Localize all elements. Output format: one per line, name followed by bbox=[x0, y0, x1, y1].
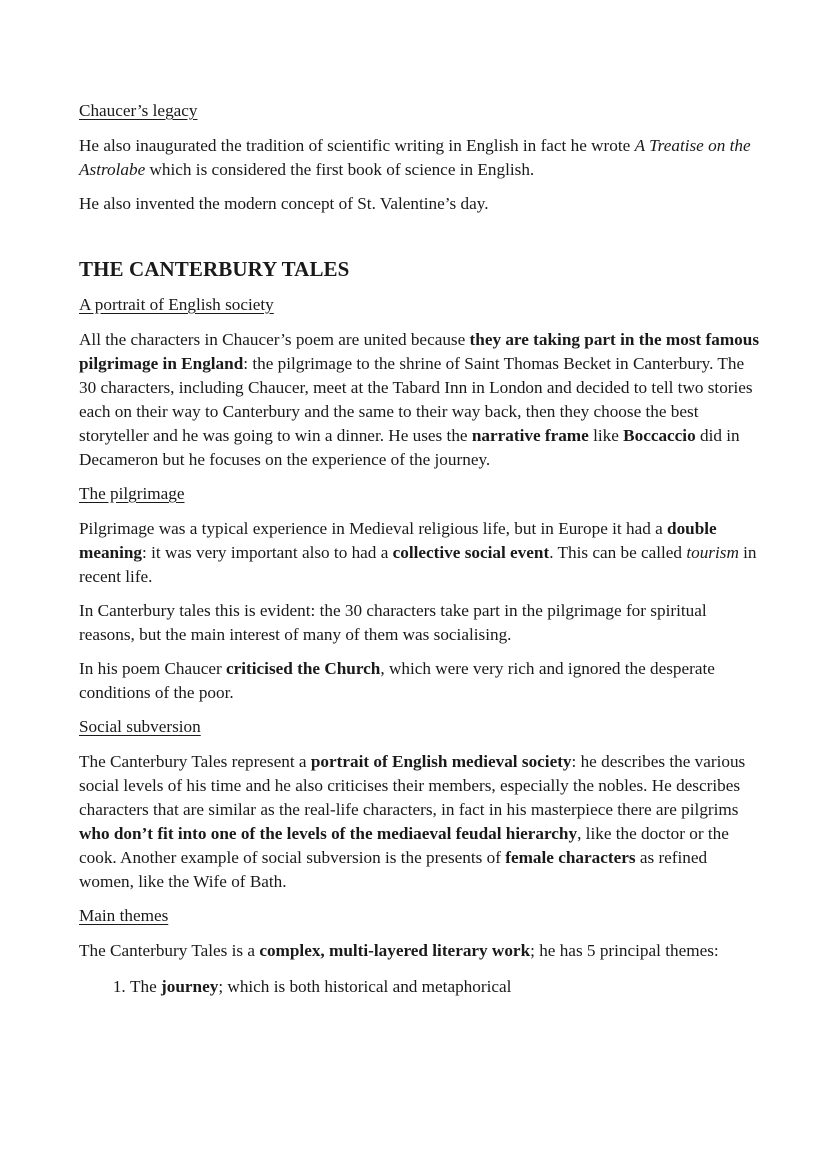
paragraph-legacy-1: He also inaugurated the tradition of scientific writing in English in fact he wrote A Treatise on the Astrolabe which is considered the first book of science in English. bbox=[79, 136, 751, 179]
section-heading-legacy: Chaucer’s legacy bbox=[79, 101, 198, 120]
paragraph-pilgrimage-1: Pilgrimage was a typical experience in Medieval religious life, but in Europe it had a double meaning: it was very important also to had a collective social event. This can be called tourism in recent life. bbox=[79, 519, 757, 586]
section-heading-portrait: A portrait of English society bbox=[79, 295, 274, 314]
section-heading-subversion: Social subversion bbox=[79, 717, 201, 736]
section-heading-themes: Main themes bbox=[79, 906, 169, 925]
paragraph-pilgrimage-3: In his poem Chaucer criticised the Church, which were very rich and ignored the desperate conditions of the poor. bbox=[79, 659, 715, 702]
paragraph-portrait: All the characters in Chaucer’s poem are united because they are taking part in the most famous pilgrimage in England: the pilgrimage to the shrine of Saint Thomas Becket in Canterbury. The 30 characters, including Chaucer, meet at the Tabard Inn in London and decided to tell two stories each on their way to Canterbury and the same to their way back, then they choose the best storyteller and he was going to win a dinner. He uses the narrative frame like Boccaccio did in Decameron but he focuses on the experience of the journey. bbox=[79, 330, 760, 469]
paragraph-legacy-2: He also invented the modern concept of St. Valentine’s day. bbox=[79, 194, 489, 213]
list-item: 1. The journey; which is both historical and metaphorical bbox=[130, 975, 759, 999]
section-heading-pilgrimage: The pilgrimage bbox=[79, 484, 185, 503]
themes-list bbox=[79, 975, 759, 999]
paragraph-pilgrimage-2: In Canterbury tales this is evident: the 30 characters take part in the pilgrimage for spiritual reasons, but the main interest of many of them was socialising. bbox=[79, 601, 707, 644]
paragraph-themes: The Canterbury Tales is a complex, multi-layered literary work; he has 5 principal themes: bbox=[79, 941, 719, 960]
chapter-title: THE CANTERBURY TALES bbox=[79, 257, 350, 281]
document-content bbox=[79, 99, 759, 999]
paragraph-subversion: The Canterbury Tales represent a portrait of English medieval society: he describes the various social levels of his time and he also criticises their members, especially the nobles. He describes characters that are similar as the real-life characters, in fact in his masterpiece there are pilgrims who don’t fit into one of the levels of the mediaeval feudal hierarchy, like the doctor or the cook. Another example of social subversion is the presents of female characters as refined women, like the Wife of Bath. bbox=[79, 752, 746, 891]
